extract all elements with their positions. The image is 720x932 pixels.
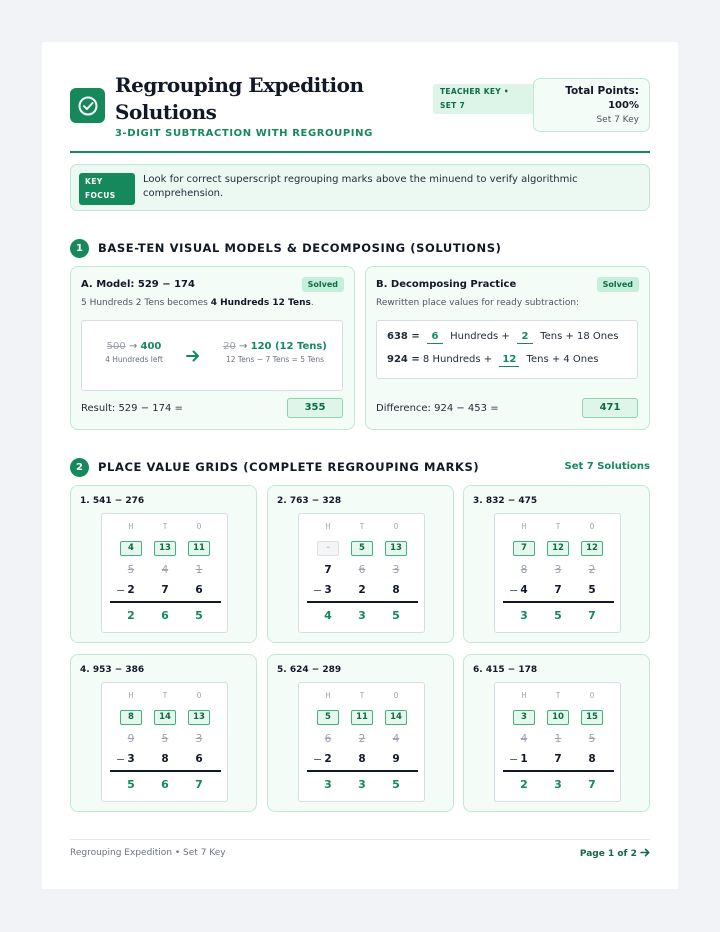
minuend-digit: 4 bbox=[161, 564, 169, 576]
answer-rule bbox=[110, 601, 221, 603]
model-result-label: Result: 529 − 174 = bbox=[81, 403, 183, 414]
minuend-digit: 2 bbox=[358, 733, 366, 745]
column-header: H bbox=[128, 522, 134, 531]
column-header: H bbox=[128, 691, 134, 700]
points-set: Set 7 Key bbox=[596, 115, 639, 125]
model-description bbox=[81, 298, 314, 308]
regroup-mark[interactable]: - bbox=[317, 541, 339, 556]
hundreds-exchange bbox=[94, 341, 174, 364]
column-header: O bbox=[196, 522, 202, 531]
subtrahend-digit: 5 bbox=[588, 584, 596, 596]
worksheet-page bbox=[42, 42, 678, 889]
subtrahend-digit: 6 bbox=[195, 753, 203, 765]
answer-digit[interactable]: 3 bbox=[520, 609, 528, 622]
problem-card-5 bbox=[267, 654, 454, 812]
problem-card-2 bbox=[267, 485, 454, 643]
column-header: T bbox=[359, 522, 365, 531]
hundreds-new: 400 bbox=[140, 341, 162, 352]
decompose-row-2 bbox=[387, 354, 599, 367]
model-result-value[interactable]: 355 bbox=[287, 398, 343, 418]
minuend-digit: 7 bbox=[324, 564, 332, 576]
minus-sign: − bbox=[509, 584, 519, 597]
answer-digit[interactable]: 5 bbox=[392, 778, 400, 791]
tens-line bbox=[214, 341, 336, 352]
subtrahend-digit: 7 bbox=[161, 584, 169, 596]
minuend-digit: 8 bbox=[520, 564, 528, 576]
row1-end: Tens + 18 Ones bbox=[540, 331, 619, 342]
minuend-digit: 5 bbox=[127, 564, 135, 576]
row1-fill-hundreds[interactable]: 6 bbox=[427, 331, 443, 344]
minuend-digit: 6 bbox=[324, 733, 332, 745]
answer-digit[interactable]: 7 bbox=[588, 778, 596, 791]
subtrahend-digit: 6 bbox=[195, 584, 203, 596]
column-header: O bbox=[196, 691, 202, 700]
answer-rule bbox=[503, 601, 614, 603]
decompose-result-value[interactable]: 471 bbox=[582, 398, 638, 418]
key-focus-tag: KEY FOCUS bbox=[79, 173, 135, 205]
subtrahend-digit: 3 bbox=[127, 753, 135, 765]
minuend-digit: 9 bbox=[127, 733, 135, 745]
section-1-title: BASE-TEN VISUAL MODELS & DECOMPOSING (SOLUTIONS) bbox=[98, 241, 502, 255]
arrow-right-icon bbox=[186, 347, 200, 366]
points-label: Total Points: bbox=[565, 85, 639, 97]
subtrahend-digit: 8 bbox=[161, 753, 169, 765]
regroup-mark[interactable]: 15 bbox=[581, 710, 603, 725]
page-subtitle: 3-DIGIT SUBTRACTION WITH REGROUPING bbox=[115, 128, 373, 139]
answer-digit[interactable]: 6 bbox=[161, 778, 169, 791]
minuend-digit: 2 bbox=[588, 564, 596, 576]
answer-rule bbox=[307, 601, 418, 603]
answer-digit[interactable]: 7 bbox=[195, 778, 203, 791]
row2-start: 8 Hundreds + bbox=[422, 354, 493, 365]
points-value: 100% bbox=[608, 100, 639, 111]
page-title: Regrouping Expedition Solutions bbox=[115, 73, 364, 124]
minuend-digit: 6 bbox=[358, 564, 366, 576]
model-card bbox=[70, 266, 355, 430]
answer-rule bbox=[307, 770, 418, 772]
answer-digit[interactable]: 5 bbox=[392, 609, 400, 622]
regroup-mark[interactable]: 7 bbox=[513, 541, 535, 556]
minuend-digit: 1 bbox=[554, 733, 562, 745]
hundreds-old: 500 bbox=[106, 341, 126, 352]
subtrahend-digit: 7 bbox=[554, 584, 562, 596]
column-header: H bbox=[325, 691, 331, 700]
column-header: T bbox=[555, 691, 561, 700]
regroup-mark[interactable]: 11 bbox=[188, 541, 210, 556]
place-value-grid bbox=[298, 682, 425, 802]
place-value-grid bbox=[494, 682, 621, 802]
row2-fill-tens[interactable]: 12 bbox=[499, 354, 519, 367]
tens-new: 120 (12 Tens) bbox=[250, 341, 327, 352]
teacher-key-tag: TEACHER KEY • SET 7 bbox=[433, 84, 535, 114]
problem-card-4 bbox=[70, 654, 257, 812]
row1-fill-tens[interactable]: 2 bbox=[517, 331, 533, 344]
problem-card-6 bbox=[463, 654, 650, 812]
regroup-mark[interactable]: 10 bbox=[547, 710, 569, 725]
column-header: H bbox=[521, 522, 527, 531]
minus-sign: − bbox=[116, 584, 126, 597]
minus-sign: − bbox=[313, 584, 323, 597]
column-header: H bbox=[325, 522, 331, 531]
regroup-mark[interactable]: 8 bbox=[120, 710, 142, 725]
inline-arrow: → bbox=[128, 341, 138, 352]
subtrahend-digit: 1 bbox=[520, 753, 528, 765]
problem-title: 4. 953 − 386 bbox=[80, 665, 145, 675]
subtrahend-digit: 9 bbox=[392, 753, 400, 765]
hundreds-line bbox=[94, 341, 174, 352]
column-header: T bbox=[555, 522, 561, 531]
problem-title: 5. 624 − 289 bbox=[277, 665, 342, 675]
section-1-number: 1 bbox=[70, 239, 89, 258]
regroup-mark[interactable]: 14 bbox=[385, 710, 407, 725]
problem-title: 3. 832 − 475 bbox=[473, 496, 538, 506]
subtrahend-digit: 7 bbox=[554, 753, 562, 765]
answer-digit[interactable]: 6 bbox=[161, 609, 169, 622]
minus-sign: − bbox=[116, 753, 126, 766]
column-header: T bbox=[162, 691, 168, 700]
answer-digit[interactable]: 5 bbox=[554, 609, 562, 622]
answer-digit[interactable]: 3 bbox=[358, 609, 366, 622]
inline-arrow-2: → bbox=[239, 341, 248, 352]
solved-badge: Solved bbox=[597, 277, 639, 292]
model-desc-pre: 5 Hundreds 2 Tens becomes bbox=[81, 298, 208, 308]
decompose-description: Rewritten place values for ready subtraction: bbox=[376, 298, 580, 308]
column-header: T bbox=[359, 691, 365, 700]
model-title: A. Model: 529 − 174 bbox=[81, 279, 195, 290]
regroup-mark[interactable]: 12 bbox=[581, 541, 603, 556]
subtrahend-digit: 8 bbox=[588, 753, 596, 765]
place-value-grid bbox=[298, 513, 425, 633]
answer-digit[interactable]: 3 bbox=[554, 778, 562, 791]
footer-title: Regrouping Expedition • Set 7 Key bbox=[70, 848, 226, 858]
column-header: O bbox=[589, 691, 595, 700]
total-points-box bbox=[533, 78, 650, 132]
minus-sign: − bbox=[509, 753, 519, 766]
place-value-grid bbox=[494, 513, 621, 633]
page-indicator[interactable] bbox=[580, 848, 650, 860]
section-2-title: PLACE VALUE GRIDS (COMPLETE REGROUPING MARKS) bbox=[98, 460, 480, 474]
place-value-grid bbox=[101, 682, 228, 802]
arrow-right-icon bbox=[640, 848, 650, 860]
regroup-mark[interactable]: 13 bbox=[188, 710, 210, 725]
minuend-digit: 4 bbox=[520, 733, 528, 745]
decompose-box bbox=[376, 320, 638, 379]
answer-digit[interactable]: 2 bbox=[127, 609, 135, 622]
column-header: O bbox=[393, 522, 399, 531]
problem-card-3 bbox=[463, 485, 650, 643]
answer-rule bbox=[110, 770, 221, 772]
problem-card-1 bbox=[70, 485, 257, 643]
minuend-digit: 1 bbox=[195, 564, 203, 576]
answer-digit[interactable]: 4 bbox=[324, 609, 332, 622]
subtrahend-digit: 3 bbox=[324, 584, 332, 596]
solutions-link[interactable]: Set 7 Solutions bbox=[564, 461, 650, 472]
regroup-mark[interactable]: 13 bbox=[385, 541, 407, 556]
key-focus-box bbox=[70, 164, 650, 211]
problem-title: 6. 415 − 178 bbox=[473, 665, 538, 675]
decompose-title: B. Decomposing Practice bbox=[376, 279, 517, 290]
answer-digit[interactable]: 5 bbox=[195, 609, 203, 622]
tens-exchange bbox=[214, 341, 336, 364]
regroup-mark[interactable]: 12 bbox=[547, 541, 569, 556]
decompose-result-label: Difference: 924 − 453 = bbox=[376, 403, 499, 414]
model-desc-bold: 4 Hundreds 12 Tens bbox=[210, 298, 311, 308]
header-divider bbox=[70, 151, 650, 153]
regroup-mark[interactable]: 3 bbox=[513, 710, 535, 725]
model-visual bbox=[81, 320, 343, 391]
check-circle-icon bbox=[70, 88, 105, 123]
answer-digit[interactable]: 3 bbox=[358, 778, 366, 791]
regroup-mark[interactable]: 4 bbox=[120, 541, 142, 556]
decompose-row-1 bbox=[387, 331, 619, 344]
row2-label: 924 = bbox=[387, 354, 420, 365]
solved-badge: Solved bbox=[302, 277, 344, 292]
regroup-mark[interactable]: 13 bbox=[154, 541, 176, 556]
subtrahend-digit: 8 bbox=[358, 753, 366, 765]
column-header: H bbox=[521, 691, 527, 700]
column-header: O bbox=[589, 522, 595, 531]
page-number: Page 1 of 2 bbox=[579, 849, 637, 859]
subtrahend-digit: 2 bbox=[324, 753, 332, 765]
place-value-grid bbox=[101, 513, 228, 633]
tens-old: 20 bbox=[223, 341, 236, 352]
row1-middle: Hundreds + bbox=[450, 331, 510, 342]
answer-digit[interactable]: 5 bbox=[127, 778, 135, 791]
subtrahend-digit: 4 bbox=[520, 584, 528, 596]
section-2-number: 2 bbox=[70, 458, 89, 477]
tens-note: 12 Tens − 7 Tens = 5 Tens bbox=[225, 355, 325, 364]
subtrahend-digit: 8 bbox=[392, 584, 400, 596]
subtrahend-digit: 2 bbox=[358, 584, 366, 596]
regroup-mark[interactable]: 14 bbox=[154, 710, 176, 725]
minuend-digit: 3 bbox=[392, 564, 400, 576]
regroup-mark[interactable]: 5 bbox=[351, 541, 373, 556]
minus-sign: − bbox=[313, 753, 323, 766]
minuend-digit: 5 bbox=[588, 733, 596, 745]
minuend-digit: 3 bbox=[195, 733, 203, 745]
row2-end: Tens + 4 Ones bbox=[526, 354, 599, 365]
answer-digit[interactable]: 3 bbox=[324, 778, 332, 791]
column-header: O bbox=[393, 691, 399, 700]
minuend-digit: 5 bbox=[161, 733, 169, 745]
problem-title: 2. 763 − 328 bbox=[277, 496, 342, 506]
decompose-card bbox=[365, 266, 650, 430]
footer-divider bbox=[70, 839, 650, 840]
problem-title: 1. 541 − 276 bbox=[80, 496, 145, 506]
regroup-mark[interactable]: 5 bbox=[317, 710, 339, 725]
model-desc-post: . bbox=[310, 298, 314, 308]
row1-label: 638 = bbox=[387, 331, 420, 342]
minuend-digit: 4 bbox=[392, 733, 400, 745]
answer-rule bbox=[503, 770, 614, 772]
answer-digit[interactable]: 7 bbox=[588, 609, 596, 622]
column-header: T bbox=[162, 522, 168, 531]
subtrahend-digit: 2 bbox=[127, 584, 135, 596]
key-focus-text: Look for correct superscript regrouping marks above the minuend to verify algorithmic comprehension. bbox=[143, 174, 578, 199]
minuend-digit: 3 bbox=[554, 564, 562, 576]
regroup-mark[interactable]: 11 bbox=[351, 710, 373, 725]
hundreds-note: 4 Hundreds left bbox=[105, 355, 163, 364]
answer-digit[interactable]: 2 bbox=[520, 778, 528, 791]
